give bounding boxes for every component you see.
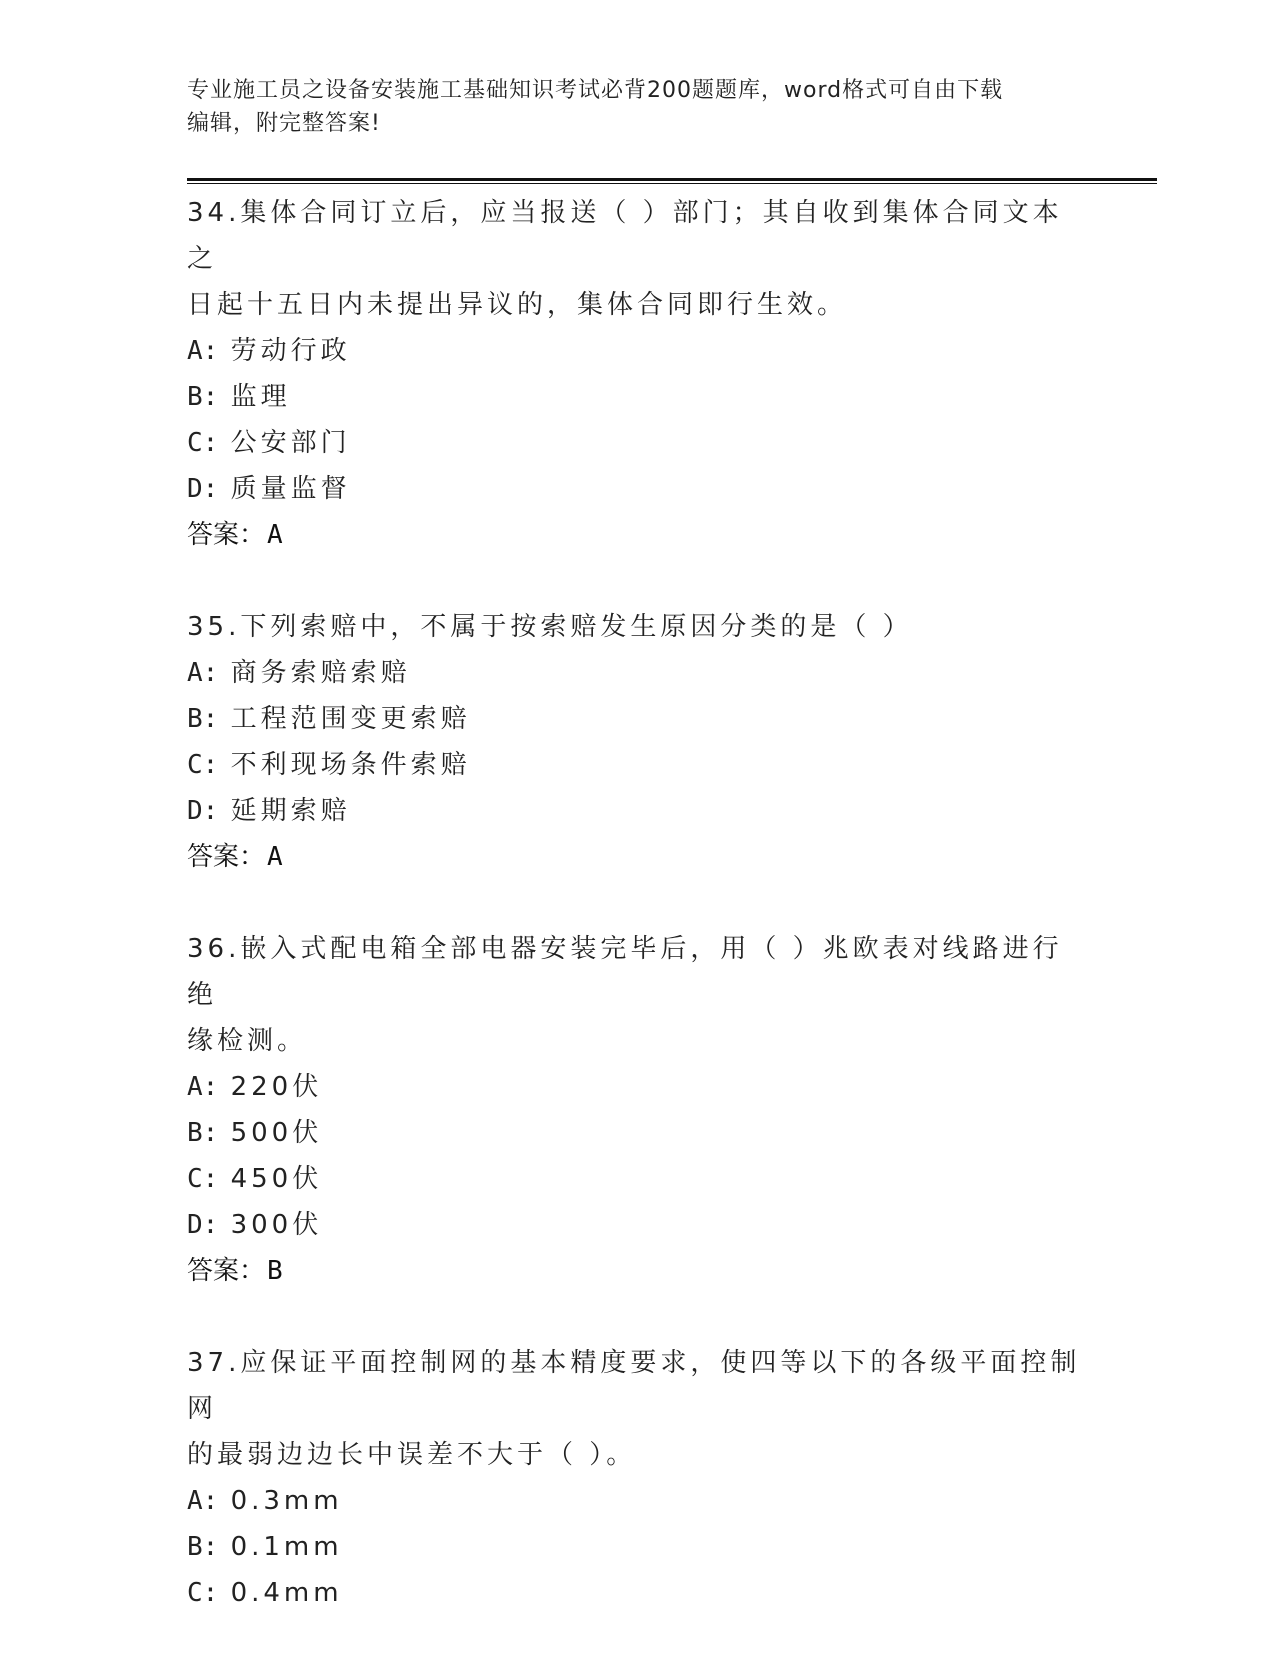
header-line-1: 专业施工员之设备安装施工基础知识考试必背200题题库，word格式可自由下载 bbox=[187, 78, 1004, 103]
option-a bbox=[187, 1064, 1087, 1110]
option-b bbox=[187, 374, 1087, 420]
answer-value: B bbox=[267, 1256, 283, 1286]
option-text: 0.4mm bbox=[230, 1578, 343, 1608]
question-list bbox=[187, 190, 1087, 1662]
question-stem bbox=[187, 1340, 1087, 1478]
answer bbox=[187, 1248, 1087, 1294]
question-36 bbox=[187, 926, 1087, 1294]
option-letter: B: bbox=[187, 1532, 219, 1562]
option-letter: A: bbox=[187, 336, 219, 366]
option-d bbox=[187, 1202, 1087, 1248]
option-letter: B: bbox=[187, 1118, 219, 1148]
option-d bbox=[187, 788, 1087, 834]
answer-label: 答案： bbox=[187, 1256, 266, 1286]
option-letter: C: bbox=[187, 750, 219, 780]
answer-value: A bbox=[267, 520, 283, 550]
option-a bbox=[187, 328, 1087, 374]
option-text: 0.3mm bbox=[230, 1486, 343, 1516]
option-b bbox=[187, 696, 1087, 742]
option-letter: B: bbox=[187, 704, 219, 734]
option-letter: C: bbox=[187, 1164, 219, 1194]
option-text: 延期索赔 bbox=[230, 796, 351, 826]
option-text: 300伏 bbox=[230, 1210, 323, 1240]
option-c bbox=[187, 1156, 1087, 1202]
answer-label: 答案： bbox=[187, 842, 266, 872]
question-37 bbox=[187, 1340, 1087, 1616]
option-c bbox=[187, 1570, 1087, 1616]
question-stem-line: 的最弱边边长中误差不大于（ ）。 bbox=[187, 1440, 637, 1470]
option-text: 500伏 bbox=[230, 1118, 323, 1148]
option-b bbox=[187, 1110, 1087, 1156]
option-text: 450伏 bbox=[230, 1164, 323, 1194]
option-letter: A: bbox=[187, 658, 219, 688]
question-stem-line: 34.集体合同订立后，应当报送（ ）部门；其自收到集体合同文本之 bbox=[187, 198, 1063, 274]
option-text: 公安部门 bbox=[230, 428, 351, 458]
document-header bbox=[187, 74, 1087, 140]
option-letter: C: bbox=[187, 428, 219, 458]
question-stem-line: 35.下列索赔中，不属于按索赔发生原因分类的是（ ） bbox=[187, 612, 913, 642]
option-letter: B: bbox=[187, 382, 219, 412]
option-a bbox=[187, 650, 1087, 696]
question-stem-line: 日起十五日内未提出异议的，集体合同即行生效。 bbox=[187, 290, 848, 320]
option-letter: D: bbox=[187, 1210, 219, 1240]
question-34 bbox=[187, 190, 1087, 558]
option-c bbox=[187, 742, 1087, 788]
question-stem bbox=[187, 190, 1087, 328]
option-b bbox=[187, 1524, 1087, 1570]
option-letter: C: bbox=[187, 1578, 219, 1608]
option-text: 工程范围变更索赔 bbox=[230, 704, 471, 734]
answer bbox=[187, 512, 1087, 558]
answer bbox=[187, 834, 1087, 880]
question-stem-line: 36.嵌入式配电箱全部电器安装完毕后，用（ ）兆欧表对线路进行绝 bbox=[187, 934, 1063, 1010]
option-letter: A: bbox=[187, 1072, 219, 1102]
option-letter: A: bbox=[187, 1486, 219, 1516]
question-stem bbox=[187, 604, 1087, 650]
question-stem-line: 37.应保证平面控制网的基本精度要求，使四等以下的各级平面控制网 bbox=[187, 1348, 1081, 1424]
option-text: 质量监督 bbox=[230, 474, 351, 504]
question-stem-line: 缘检测。 bbox=[187, 1026, 308, 1056]
header-divider-thick bbox=[187, 178, 1157, 181]
option-text: 220伏 bbox=[230, 1072, 323, 1102]
option-text: 商务索赔索赔 bbox=[230, 658, 411, 688]
header-line-2: 编辑，附完整答案! bbox=[187, 111, 381, 136]
option-letter: D: bbox=[187, 474, 219, 504]
option-d bbox=[187, 466, 1087, 512]
option-c bbox=[187, 420, 1087, 466]
option-text: 不利现场条件索赔 bbox=[230, 750, 471, 780]
option-letter: D: bbox=[187, 796, 219, 826]
answer-value: A bbox=[267, 842, 283, 872]
option-a bbox=[187, 1478, 1087, 1524]
header-divider-thin bbox=[187, 183, 1157, 184]
question-stem bbox=[187, 926, 1087, 1064]
option-text: 劳动行政 bbox=[230, 336, 351, 366]
option-text: 监理 bbox=[230, 382, 291, 412]
option-text: 0.1mm bbox=[230, 1532, 343, 1562]
answer-label: 答案： bbox=[187, 520, 266, 550]
question-35 bbox=[187, 604, 1087, 880]
